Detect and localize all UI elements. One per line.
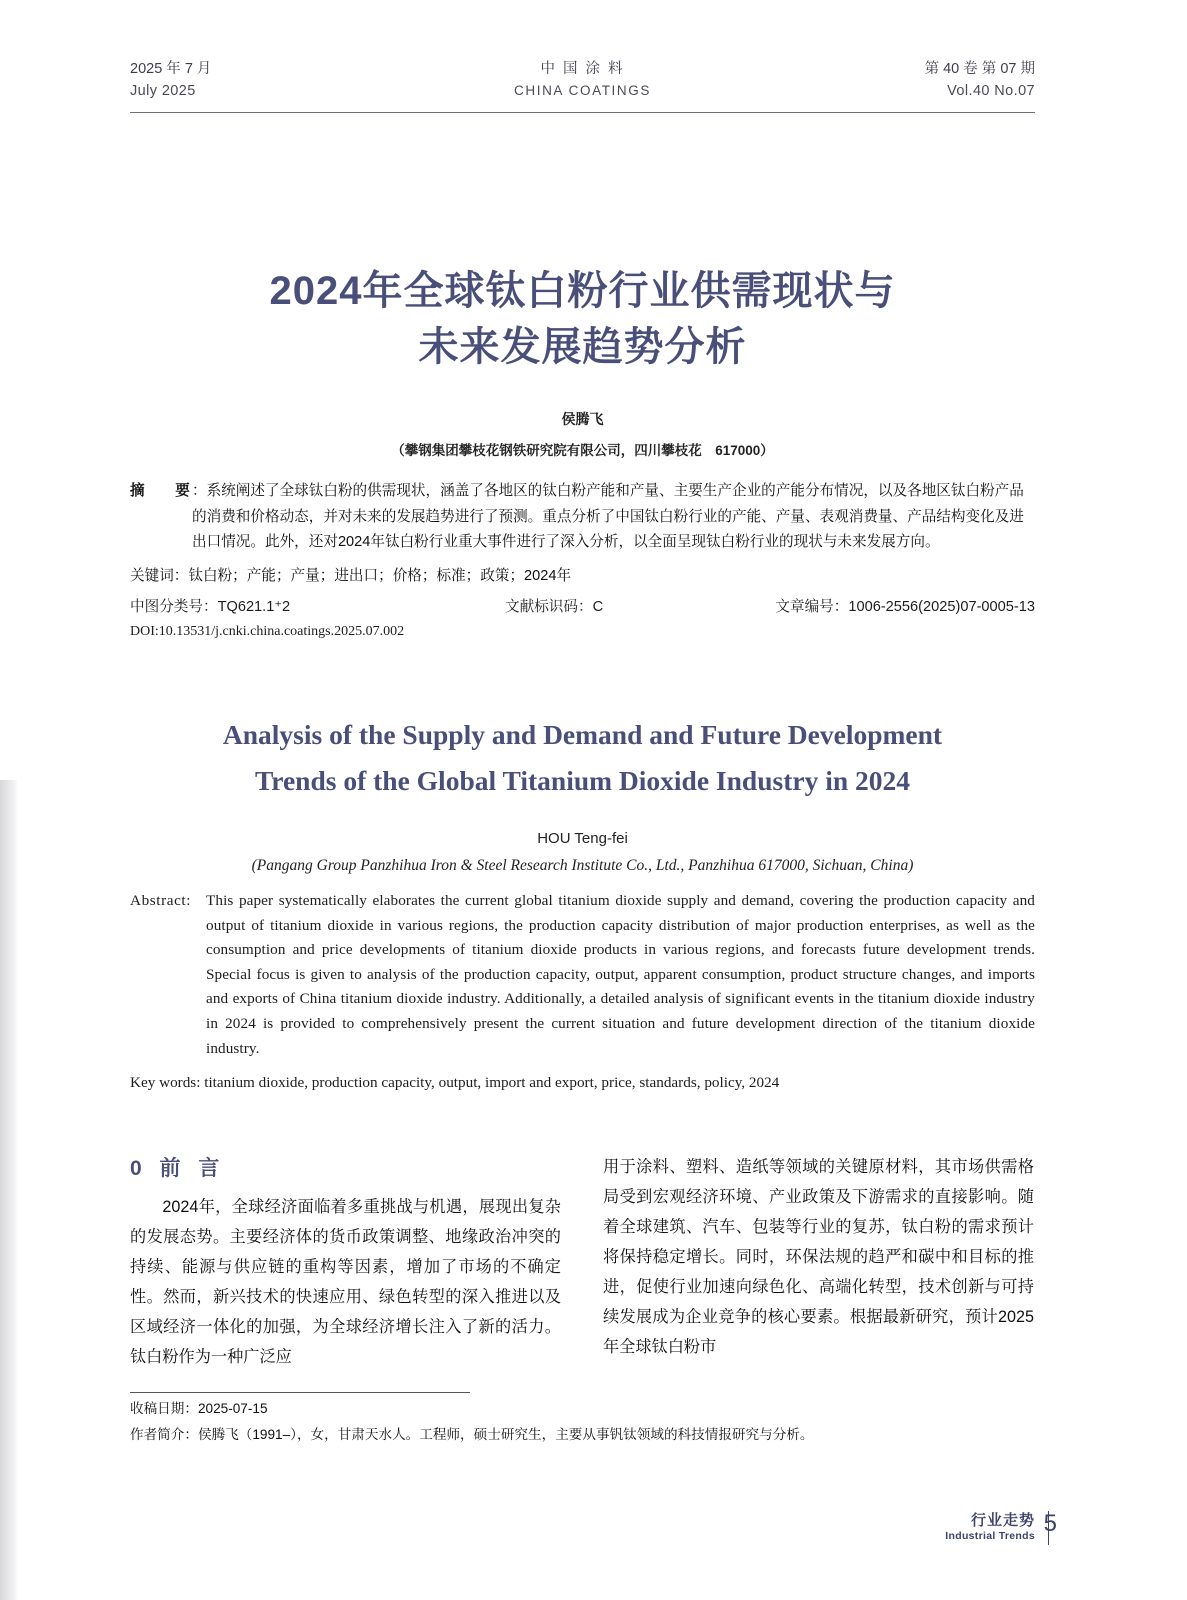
issue-date-en: July 2025 <box>130 83 196 99</box>
keywords-en: Key words: titanium dioxide, production capacity, output, import and export, price, standards, policy, 2024 <box>130 1074 780 1092</box>
running-head-center <box>130 58 1035 102</box>
running-head <box>130 58 1035 113</box>
footer-section-cn: 行业走势 <box>970 1512 1035 1529</box>
page-content <box>130 0 1035 1372</box>
abstract-en-label: Abstract: <box>130 892 192 909</box>
keywords-cn: 关键词：钛白粉；产能；产量；进出口；价格；标准；政策；2024年 <box>130 567 572 584</box>
volume-issue-cn: 第 40 卷 第 07 期 <box>924 61 1035 77</box>
volume-issue-en: Vol.40 No.07 <box>947 83 1035 99</box>
body-column-right <box>603 1152 1034 1372</box>
doi[interactable]: DOI:10.13531/j.cnki.china.coatings.2025.07.002 <box>130 624 405 639</box>
title-cn-line1: 2024年全球钛白粉行业供需现状与 <box>269 269 896 313</box>
abstract-cn-text: ：系统阐述了全球钛白粉的供需现状，涵盖了各地区的钛白粉产能和产量、主要生产企业的产能分布情况，以及各地区钛白粉产品的消费和价格动态，并对未来的发展趋势进行了预测。重点分析了中国钛白粉行业的产能、产量、表观消费量、产品结构变化及进出口情况。此外，还对2024年钛白粉行业重大事件进行了深入分析，以全面呈现钛白粉行业的现状与未来发展方向。 <box>192 483 1024 550</box>
title-cn <box>130 263 1035 375</box>
title-en-line2: Trends of the Global Titanium Dioxide Industry in 2024 <box>254 765 911 796</box>
paragraph-left: 2024年，全球经济面临着多重挑战与机遇，展现出复杂的发展态势。主要经济体的货币政策调整、地缘政治冲突的持续、能源与供应链的重构等因素，增加了市场的不确定性。然而，新兴技术的快速应用、绿色转型的深入推进以及区域经济一体化的加强，为全球经济增长注入了新的活力。钛白粉作为一种广泛应 <box>130 1197 561 1366</box>
author-bio: 作者简介：侯腾飞（1991–），女，甘肃天水人。工程师，硕士研究生，主要从事钒钛领域的科技情报研究与分析。 <box>130 1427 814 1442</box>
title-en <box>130 712 1035 804</box>
document-code: 文献标识码：C <box>505 599 604 615</box>
affiliation-cn: （攀钢集团攀枝花钢铁研究院有限公司，四川攀枝花 617000） <box>391 443 774 458</box>
author-en: HOU Teng-fei <box>537 830 628 847</box>
footnote-divider <box>130 1392 470 1393</box>
clc-number: 中图分类号：TQ621.1⁺2 <box>130 599 291 615</box>
metadata-cn <box>130 595 1035 620</box>
journal-name-en: CHINA COATINGS <box>514 83 651 98</box>
abstract-en <box>130 889 1035 1061</box>
abstract-cn <box>130 479 1035 556</box>
paragraph-right: 用于涂料、塑料、造纸等领域的关键原材料，其市场供需格局受到宏观经济环境、产业政策及下游需求的直接影响。随着全球建筑、汽车、包装等行业的复苏，钛白粉的需求预计将保持稳定增长。同时，环保法规的趋严和碳中和目标的推进，促使行业加速向绿色化、高端化转型，技术创新与可持续发展成为企业竞争的核心要素。根据最新研究，预计2025年全球钛白粉市 <box>603 1157 1034 1356</box>
page-footer-label <box>945 1509 1035 1542</box>
title-en-line1: Analysis of the Supply and Demand and Future Development <box>222 719 943 750</box>
scan-edge-shadow <box>0 780 18 1600</box>
section-heading-0: 0 前 言 <box>130 1156 226 1180</box>
abstract-en-text: This paper systematically elaborates the current global titanium dioxide supply and demand, covering the production capacity and output of titanium dioxide in various regions, the production capacity distribution of major production enterprises, as well as the consumption and price developments of titanium dioxide products in various regions, and forecasts future development trends. Special focus is given to analysis of the production capacity, output, apparent consumption, product structure changes, and imports and exports of China titanium dioxide industry. Additionally, a detailed analysis of significant events in the titanium dioxide industry in 2024 is provided to comprehensively present the current situation and future development direction of the titanium dioxide industry. <box>206 892 1035 1057</box>
body-column-left <box>130 1152 561 1372</box>
footnotes <box>130 1396 1035 1448</box>
journal-name-cn: 中 国 涂 料 <box>540 61 625 77</box>
page-number: 5 <box>1043 1510 1057 1537</box>
issue-date-cn: 2025 年 7 月 <box>130 61 212 77</box>
affiliation-en: (Pangang Group Panzhihua Iron & Steel Research Institute Co., Ltd., Panzhihua 617000, Sichuan, China) <box>251 857 914 874</box>
title-cn-line2: 未来发展趋势分析 <box>418 325 747 369</box>
received-date: 收稿日期：2025-07-15 <box>130 1401 268 1416</box>
abstract-cn-label: 摘 要 <box>130 483 198 499</box>
footer-section-en: Industrial Trends <box>945 1530 1035 1542</box>
article-number: 文章编号：1006-2556(2025)07-0005-13 <box>775 599 1035 615</box>
running-head-right <box>925 58 1035 102</box>
author-cn: 侯腾飞 <box>561 411 604 427</box>
body-columns <box>130 1152 1035 1372</box>
